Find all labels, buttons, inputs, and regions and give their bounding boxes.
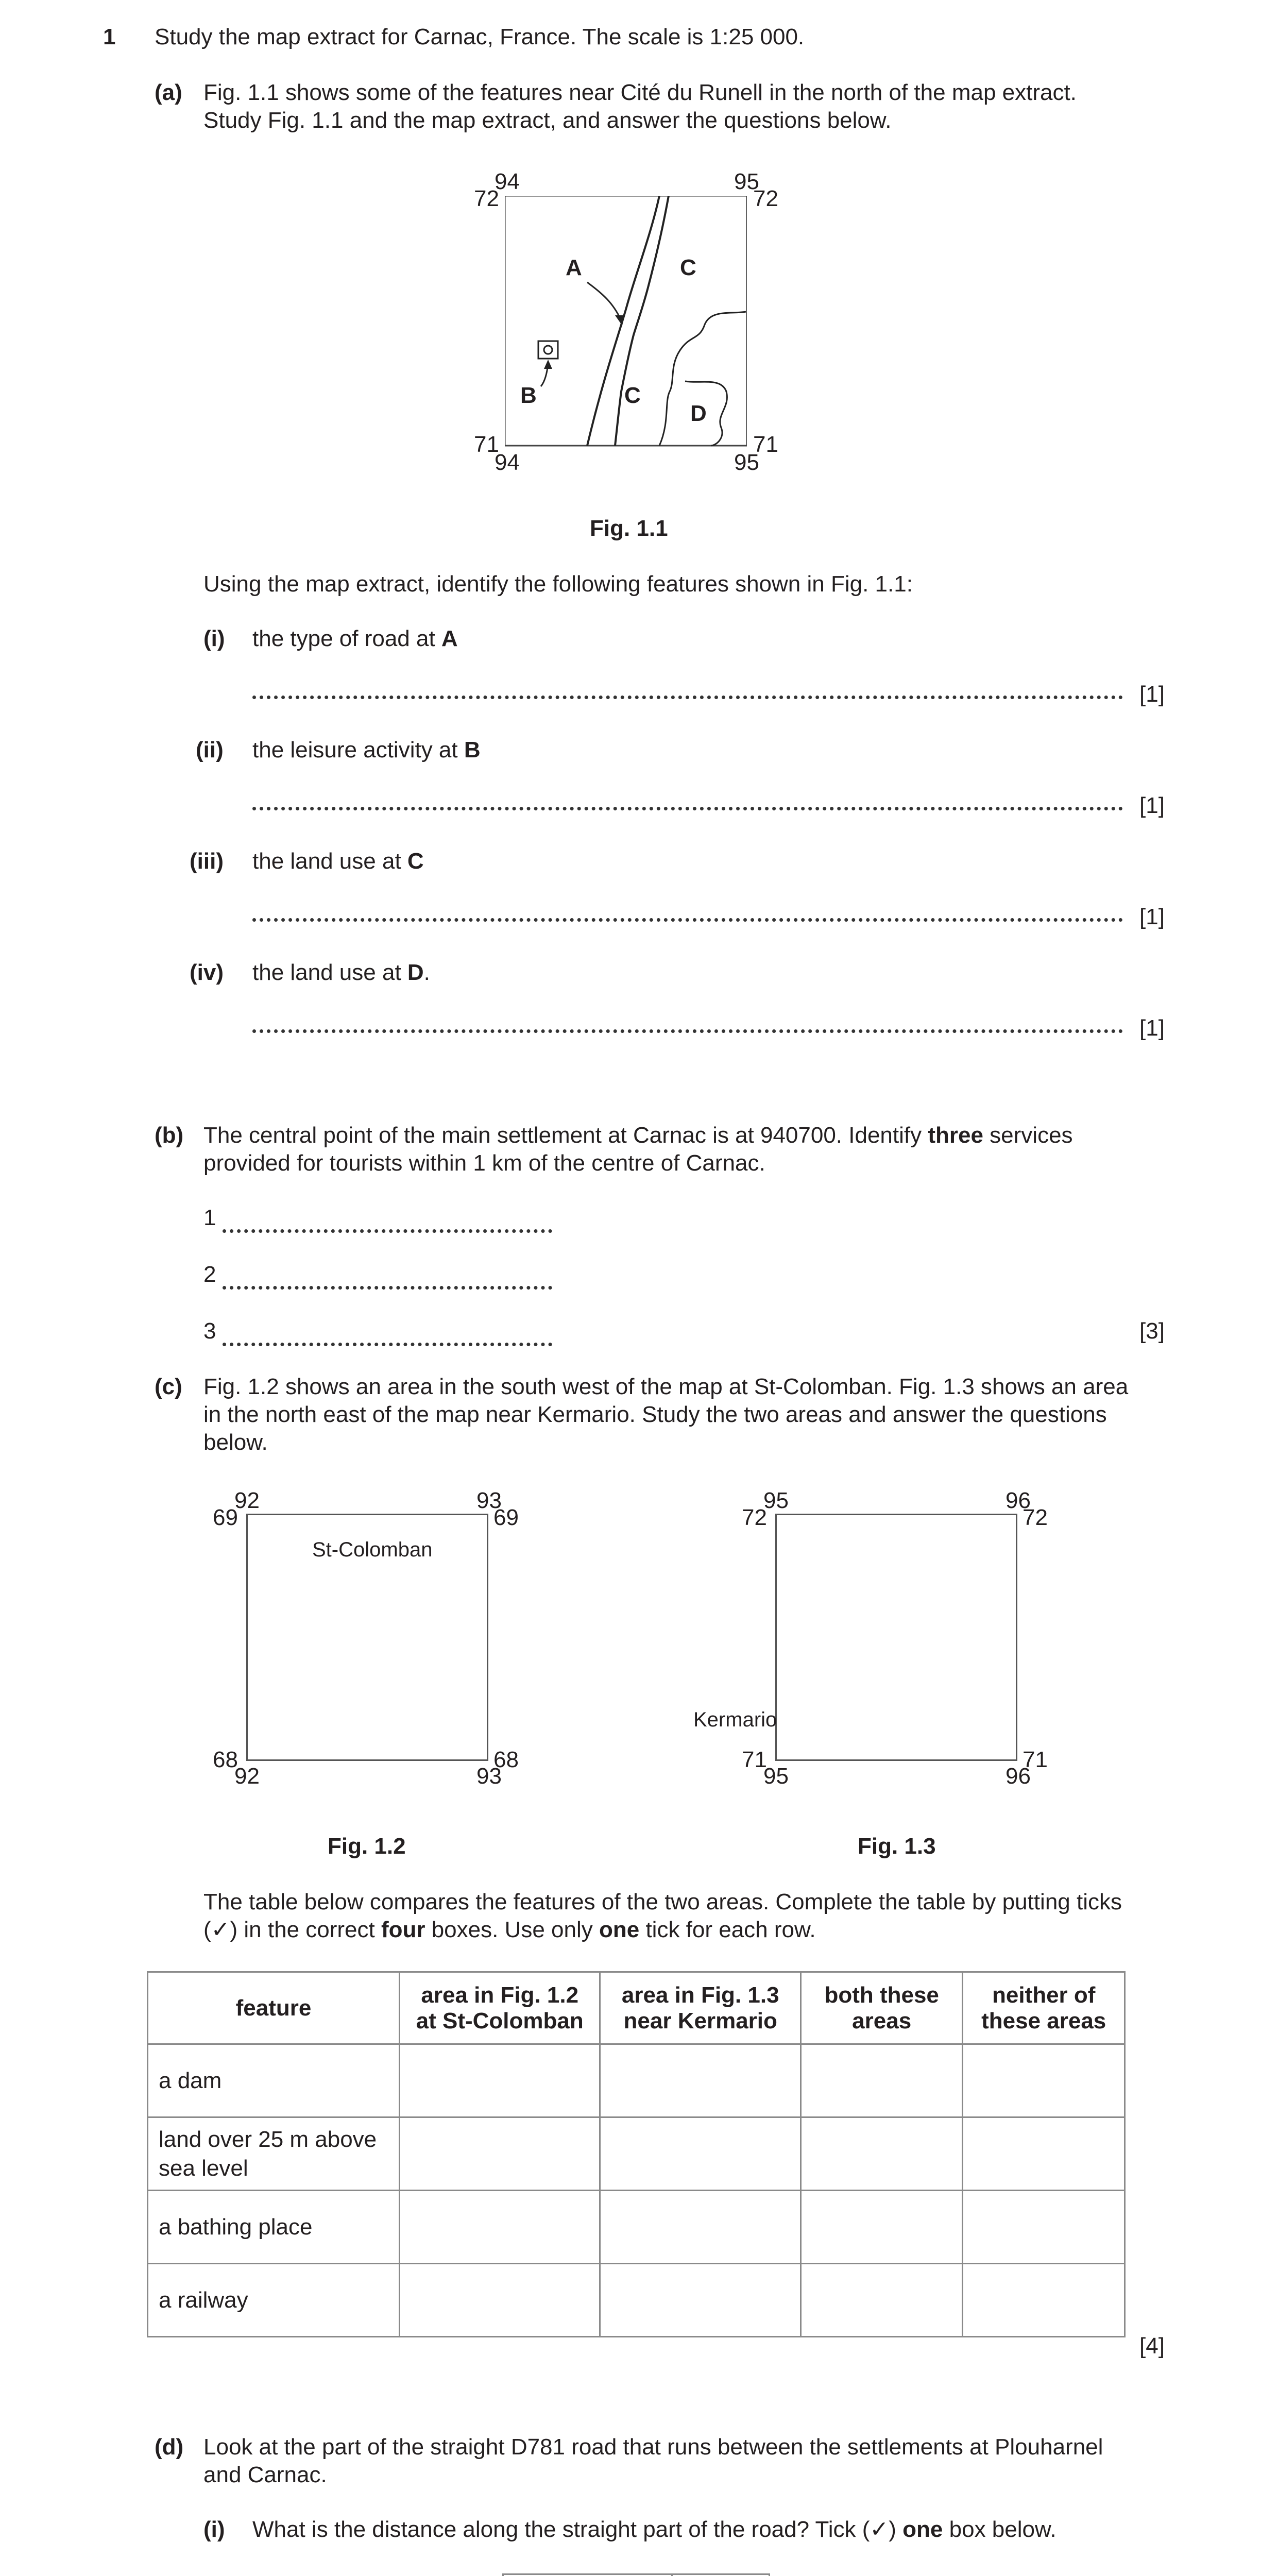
fig-1-1-tl-easting: 94 (495, 169, 520, 194)
header-neither: neither of these areas (963, 1972, 1125, 2044)
answer-line-b-2[interactable] (223, 1286, 552, 1290)
part-b-text-2: provided for tourists within 1 km of the centre of Carnac. (203, 1150, 765, 1176)
fig-1-3-frame (775, 1514, 1017, 1761)
part-a-text-2: Study Fig. 1.1 and the map extract, and answer the questions below. (203, 108, 892, 133)
tick-cell[interactable] (963, 2264, 1125, 2337)
part-d-i-text: What is the distance along the straight part of the road? Tick (✓) one box below. (252, 2517, 1057, 2542)
fig-1-1-bl-northing: 71 (474, 432, 499, 457)
tick-cell[interactable] (600, 2191, 800, 2264)
marks-c: [4] (1139, 2333, 1165, 2359)
part-c-instruction-2: (✓) in the correct four boxes. Use only one tick for each row. (203, 1917, 816, 1942)
part-a-iv-num: (iv) (190, 960, 224, 985)
part-c-text-1: Fig. 1.2 shows an area in the south west of the map at St-Colomban. Fig. 1.3 shows an area (203, 1374, 1129, 1399)
tick-cell[interactable] (399, 2117, 600, 2191)
fig-1-3-tl-n: 72 (742, 1505, 767, 1530)
fig-1-1-tr-easting: 95 (734, 169, 759, 194)
part-a-instruction: Using the map extract, identify the following features shown in Fig. 1.1: (203, 571, 913, 597)
marks-a-i: [1] (1139, 682, 1165, 707)
marks-b: [3] (1139, 1318, 1165, 1344)
fig-1-1-tr-northing: 72 (753, 186, 778, 211)
part-d-label: (d) (155, 2434, 184, 2460)
fig-1-2-tl-n: 69 (213, 1505, 238, 1530)
part-a-iii-text: the land use at C (252, 849, 424, 874)
row-feature-railway: a railway (148, 2264, 400, 2337)
marks-a-iv: [1] (1139, 1015, 1165, 1041)
part-b-answer-3-num: 3 (203, 1318, 216, 1344)
fig-1-1-map (505, 196, 747, 448)
header-both: both these areas (800, 1972, 962, 2044)
answer-line-a-ii[interactable] (252, 807, 1123, 810)
fig-1-1-br-northing: 71 (753, 432, 778, 457)
part-d-i-num: (i) (203, 2517, 225, 2542)
fig-1-3-br-e: 96 (1006, 1764, 1031, 1789)
fig-1-3-tl-e: 95 (763, 1488, 789, 1513)
tick-cell[interactable] (800, 2117, 962, 2191)
answer-line-a-iii[interactable] (252, 918, 1123, 922)
part-a-iii-num: (iii) (190, 849, 224, 874)
tick-cell[interactable] (600, 2264, 800, 2337)
part-c-label: (c) (155, 1374, 182, 1399)
tick-cell[interactable] (399, 2191, 600, 2264)
leisure-symbol-icon (538, 341, 558, 359)
fig-1-3-bl-e: 95 (763, 1764, 789, 1789)
header-kermario: area in Fig. 1.3 near Kermario (600, 1972, 800, 2044)
answer-line-a-i[interactable] (252, 696, 1123, 699)
part-a-iv-text: the land use at D. (252, 960, 430, 985)
answer-line-a-iv[interactable] (252, 1029, 1123, 1033)
distance-table (502, 2573, 770, 2576)
comparison-table (147, 1971, 1126, 2337)
header-st-colomban: area in Fig. 1.2 at St-Colomban (399, 1972, 600, 2044)
part-b-answer-2-num: 2 (203, 1262, 216, 1287)
row-feature-bathing: a bathing place (148, 2191, 400, 2264)
part-a-ii-text: the leisure activity at B (252, 737, 481, 762)
tick-cell[interactable] (963, 2117, 1125, 2191)
table-row (148, 2044, 1125, 2117)
fig-1-1-bl-easting: 94 (495, 450, 520, 475)
fig-1-1-tl-northing: 72 (474, 186, 499, 211)
road-a-line (587, 196, 659, 446)
fig-1-3-tr-n: 72 (1023, 1505, 1048, 1530)
row-feature-land: land over 25 m above sea level (148, 2117, 400, 2191)
fig-1-2-br-n: 68 (493, 1747, 519, 1772)
fig-1-3-bl-n: 71 (742, 1747, 767, 1772)
answer-line-b-3[interactable] (223, 1343, 552, 1346)
tick-cell[interactable] (600, 2044, 800, 2117)
tick-cell[interactable] (800, 2044, 962, 2117)
part-c-text-3: below. (203, 1430, 268, 1455)
part-c-instruction-1: The table below compares the features of the two areas. Complete the table by putting ticks (203, 1889, 1122, 1914)
tick-cell[interactable] (963, 2191, 1125, 2264)
fig-1-1-label-c1: C (680, 255, 696, 280)
part-b-answer-1-num: 1 (203, 1205, 216, 1230)
fig-1-1-br-easting: 95 (734, 450, 759, 475)
question-intro: Study the map extract for Carnac, France. The scale is 1:25 000. (155, 24, 805, 49)
fig-1-1-label-c2: C (624, 383, 641, 408)
fig-1-3-place: Kermario (693, 1708, 777, 1731)
table-row (148, 2191, 1125, 2264)
table-row (148, 2117, 1125, 2191)
part-c-text-2: in the north east of the map near Kermario. Study the two areas and answer the questions (203, 1402, 1107, 1427)
tick-cell[interactable] (399, 2044, 600, 2117)
fig-1-2-br-e: 93 (476, 1764, 502, 1789)
tick-cell[interactable] (800, 2191, 962, 2264)
fig-1-2-tl-e: 92 (234, 1488, 260, 1513)
distance-header-blank (503, 2574, 672, 2576)
part-b-text-1: The central point of the main settlement at Carnac is at 940700. Identify three services (203, 1123, 1073, 1148)
fig-1-2-tr-e: 93 (476, 1488, 502, 1513)
answer-line-b-1[interactable] (223, 1229, 552, 1233)
fig-1-3-caption: Fig. 1.3 (858, 1834, 936, 1859)
part-a-i-text: the type of road at A (252, 626, 458, 651)
fig-1-2-tr-n: 69 (493, 1505, 519, 1530)
marks-a-iii: [1] (1139, 904, 1165, 929)
tick-cell[interactable] (800, 2264, 962, 2337)
table-row (148, 2264, 1125, 2337)
part-a-label: (a) (155, 80, 182, 105)
fig-1-2-bl-e: 92 (234, 1764, 260, 1789)
tick-cell[interactable] (399, 2264, 600, 2337)
part-b-label: (b) (155, 1123, 184, 1148)
tick-cell[interactable] (963, 2044, 1125, 2117)
fig-1-1-label-b: B (520, 383, 537, 408)
marks-a-ii: [1] (1139, 793, 1165, 818)
question-number: 1 (103, 24, 116, 49)
fig-1-1-label-d: D (690, 401, 707, 426)
header-feature: feature (148, 1972, 400, 2044)
table-header-row (148, 1972, 1125, 2044)
part-d-text-1: Look at the part of the straight D781 road that runs between the settlements at Plouharnel (203, 2434, 1103, 2460)
fig-1-2-caption: Fig. 1.2 (328, 1834, 406, 1859)
fig-1-2-bl-n: 68 (213, 1747, 238, 1772)
row-feature-dam: a dam (148, 2044, 400, 2117)
fig-1-1-caption: Fig. 1.1 (590, 516, 668, 541)
tick-cell[interactable] (600, 2117, 800, 2191)
part-a-ii-num: (ii) (196, 737, 224, 762)
fig-1-1-label-a: A (566, 255, 582, 280)
distance-header-row (503, 2574, 770, 2576)
fig-1-3-tr-e: 96 (1006, 1488, 1031, 1513)
fig-1-2-place: St-Colomban (312, 1538, 433, 1561)
distance-header-tick (672, 2574, 769, 2576)
part-d-text-2: and Carnac. (203, 2462, 327, 2487)
part-a-text-1: Fig. 1.1 shows some of the features near Cité du Runell in the north of the map extract. (203, 80, 1077, 105)
part-a-i-num: (i) (203, 626, 225, 651)
fig-1-3-br-n: 71 (1023, 1747, 1048, 1772)
